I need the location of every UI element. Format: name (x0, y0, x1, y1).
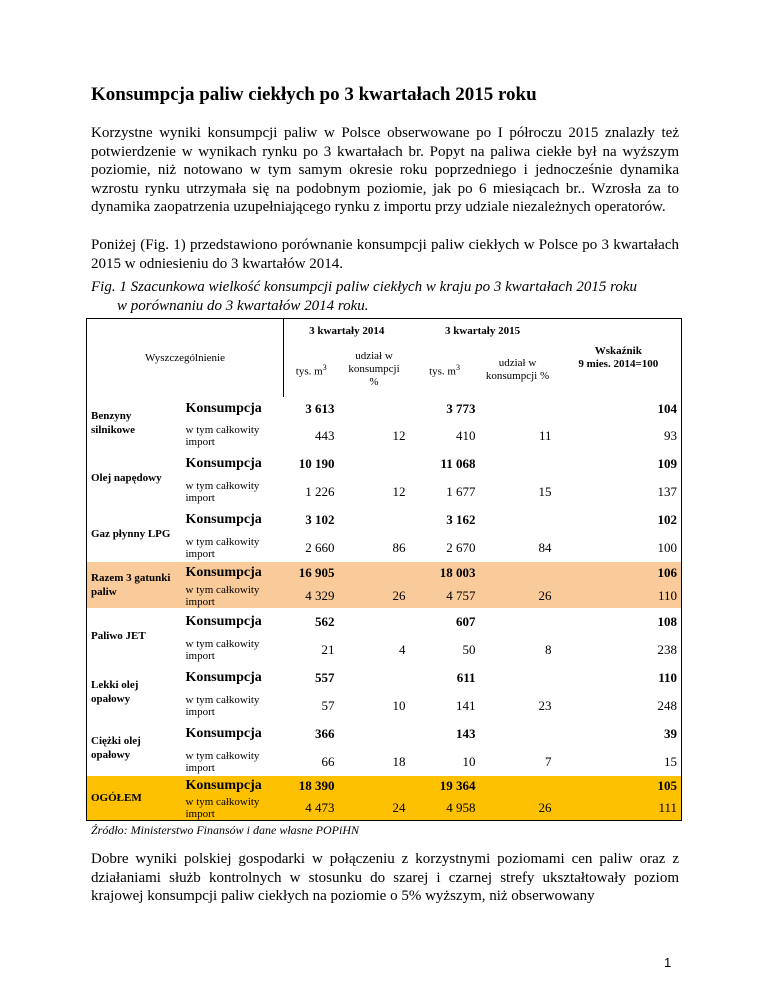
kind-import: w tym całkowity import (182, 584, 284, 608)
cell-konsumpcja-2015: 3 162 (446, 511, 476, 527)
kind-konsumpcja: Konsumpcja (185, 511, 262, 527)
kind-import: w tym całkowity import (185, 535, 260, 560)
cell-import-2015: 4 757 (410, 584, 480, 608)
cell-share-2014: 86 (392, 539, 406, 555)
cell-share-2014: 24 (339, 796, 410, 821)
cell-import-2014: 4 473 (284, 796, 339, 821)
cell-share-2015: 11 (539, 427, 552, 443)
cell-import-2014: 21 (321, 641, 335, 657)
cell-empty (480, 664, 556, 692)
cell-konsumpcja-2015: 143 (456, 725, 476, 741)
table-row (87, 720, 682, 748)
table-row (87, 506, 682, 534)
header-group-2014: 3 kwartały 2014 (309, 324, 385, 337)
product-label: OGÓŁEM (87, 776, 182, 821)
product-label: Ciężki olej opałowy (91, 734, 141, 761)
cell-import-2014: 57 (321, 697, 335, 713)
cell-share-2015: 8 (545, 641, 552, 657)
cell-import-2015: 1 677 (446, 483, 476, 499)
cell-empty (339, 397, 410, 422)
cell-konsumpcja-indicator: 39 (664, 725, 678, 741)
kind-import: w tym całkowity import (185, 693, 260, 718)
cell-import-2014: 4 329 (284, 584, 339, 608)
cell-empty (480, 608, 556, 636)
figure-caption (91, 278, 679, 315)
cell-import-2014: 443 (315, 427, 335, 443)
cell-import-indicator: 100 (657, 539, 678, 555)
kind-import: w tym całkowity import (182, 796, 284, 821)
cell-empty (480, 450, 556, 478)
cell-konsumpcja-2014: 18 390 (284, 776, 339, 796)
page-title: Konsumpcja paliw ciekłych po 3 kwartałach 2015 roku (91, 84, 537, 105)
cell-empty (339, 450, 410, 478)
cell-konsumpcja-2014: 366 (315, 725, 335, 741)
cell-import-2015: 2 670 (446, 539, 476, 555)
cell-konsumpcja-2015: 11 068 (440, 455, 476, 471)
cell-empty (480, 776, 556, 796)
cell-konsumpcja-2015: 607 (456, 613, 476, 629)
kind-import: w tym całkowity import (185, 637, 260, 662)
cell-empty (480, 720, 556, 748)
cell-konsumpcja-2015: 19 364 (410, 776, 480, 796)
cell-konsumpcja-indicator: 105 (556, 776, 682, 796)
paragraph-figure-intro: Poniżej (Fig. 1) przedstawiono porównanie konsumpcji paliw ciekłych w Polsce po 3 kwartałach 2015 w odniesieniu do 3 kwartałów 2014. (91, 237, 679, 272)
header-unit-2014: tys. $m^3$ (295, 362, 327, 378)
cell-empty (480, 506, 556, 534)
paragraph-conclusion: Dobre wyniki polskiej gospodarki w połączeniu z korzystnymi poziomami cen paliw oraz z działaniami służb kontrolnych w stosunku do szarej i czarnej strefy ukształtowały poziom krajowej konsumpcji paliw ciekłych na poziomie o 5% wyższym, niż obserwowany (91, 851, 679, 905)
kind-import: w tym całkowity import (185, 423, 260, 448)
table-row (87, 608, 682, 636)
cell-import-indicator: 137 (657, 483, 678, 499)
cell-konsumpcja-2014: 562 (315, 613, 335, 629)
cell-share-2014: 12 (392, 427, 406, 443)
cell-empty (339, 776, 410, 796)
indicator-line-2: 9 mies. 2014=100 (578, 357, 659, 370)
cell-konsumpcja-indicator: 108 (657, 613, 678, 629)
indicator-line-1: Wskaźnik (594, 344, 642, 357)
kind-konsumpcja: Konsumpcja (185, 669, 262, 685)
header-row-label: Wyszczególnienie (87, 319, 284, 397)
header-unit-2015: tys. $m^3$ (429, 362, 460, 378)
cell-empty (480, 562, 556, 584)
product-label: Gaz płynny LPG (91, 527, 171, 540)
kind-konsumpcja: Konsumpcja (182, 562, 284, 584)
cell-empty (339, 562, 410, 584)
header-share-2015: udział w konsumpcji % (485, 356, 550, 382)
kind-konsumpcja: Konsumpcja (185, 613, 262, 629)
cell-import-2015: 10 (462, 753, 476, 769)
cell-import-2014: 66 (321, 753, 335, 769)
product-label: Benzyny silnikowe (91, 410, 136, 436)
cell-import-2014: 2 660 (305, 539, 335, 555)
consumption-table (86, 318, 682, 821)
cell-konsumpcja-2014: 3 102 (305, 511, 335, 527)
cell-import-indicator: 111 (556, 796, 682, 821)
cell-empty (339, 608, 410, 636)
source-note: Źródło: Ministerstwo Finansów i dane własne POPiHN (91, 823, 360, 837)
kind-konsumpcja: Konsumpcja (185, 455, 262, 471)
cell-import-2015: 410 (456, 427, 476, 443)
page-number: 1 (664, 955, 672, 970)
cell-konsumpcja-indicator: 102 (657, 511, 678, 527)
product-label: Lekki olej opałowy (91, 678, 139, 705)
cell-konsumpcja-2015: 3 773 (446, 401, 476, 416)
cell-share-2014: 12 (392, 483, 406, 499)
cell-konsumpcja-2014: 3 613 (305, 401, 335, 416)
cell-import-indicator: 248 (657, 697, 678, 713)
table-row (87, 562, 682, 584)
cell-share-2015: 7 (545, 753, 552, 769)
header-share-2014: udział w konsumpcji % (348, 350, 400, 388)
cell-konsumpcja-indicator: 106 (556, 562, 682, 584)
cell-share-2014: 18 (392, 753, 406, 769)
cell-empty (339, 720, 410, 748)
cell-konsumpcja-2015: 18 003 (410, 562, 480, 584)
cell-import-2014: 1 226 (305, 483, 335, 499)
cell-empty (339, 664, 410, 692)
kind-import: w tym całkowity import (185, 479, 260, 504)
table-row (87, 450, 682, 478)
table-row (87, 397, 682, 422)
cell-empty (480, 397, 556, 422)
cell-konsumpcja-2014: 10 190 (298, 455, 335, 471)
product-label: Olej napędowy (91, 471, 162, 484)
table-row (87, 664, 682, 692)
cell-konsumpcja-indicator: 110 (658, 669, 678, 685)
cell-share-2015: 23 (538, 697, 552, 713)
cell-import-indicator: 93 (664, 427, 678, 443)
kind-konsumpcja: Konsumpcja (185, 401, 262, 416)
cell-import-2015: 4 958 (410, 796, 480, 821)
cell-share-2014: 4 (399, 641, 406, 657)
cell-share-2014: 26 (339, 584, 410, 608)
caption-line-2: w porównaniu do 3 kwartałów 2014 roku. (117, 297, 369, 314)
cell-share-2015: 26 (480, 584, 556, 608)
cell-import-indicator: 110 (556, 584, 682, 608)
kind-konsumpcja: Konsumpcja (182, 776, 284, 796)
cell-konsumpcja-2015: 611 (456, 669, 476, 685)
cell-import-2015: 50 (462, 641, 476, 657)
cell-konsumpcja-2014: 557 (315, 669, 335, 685)
kind-import: w tym całkowity import (185, 749, 260, 774)
cell-konsumpcja-indicator: 104 (657, 401, 678, 416)
product-label: Razem 3 gatunki paliw (87, 562, 182, 608)
kind-konsumpcja: Konsumpcja (185, 725, 262, 741)
cell-import-indicator: 238 (657, 641, 678, 657)
header-indicator (556, 319, 682, 397)
cell-konsumpcja-2014: 16 905 (284, 562, 339, 584)
cell-share-2015: 15 (538, 483, 552, 499)
cell-import-indicator: 15 (664, 753, 678, 769)
paragraph-intro: Korzystne wyniki konsumpcji paliw w Polsce obserwowane po I półroczu 2015 znalazły też potwierdzenie w wynikach rynku po 3 kwartałach br. Popyt na paliwa ciekłe był na wyższym poziomie, niż notowano w tym samym okresie roku poprzedniego i jednocześnie dynamika wzrostu rynku utrzymała się na podobnym poziomie, jak po 6 miesiącach br.. Wzrosła za to dynamika zaopatrzenia uzupełniającego rynku z importu przy udziale niezależnych operatorów. (91, 125, 679, 216)
table-row (87, 776, 682, 796)
header-group-2015: 3 kwartały 2015 (444, 324, 521, 337)
product-label: Paliwo JET (91, 629, 146, 642)
cell-share-2015: 26 (480, 796, 556, 821)
cell-share-2015: 84 (538, 539, 552, 555)
cell-share-2014: 10 (392, 697, 406, 713)
cell-empty (339, 506, 410, 534)
cell-import-2015: 141 (456, 697, 476, 713)
cell-konsumpcja-indicator: 109 (657, 455, 678, 471)
caption-line-1: Fig. 1 Szacunkowa wielkość konsumpcji paliw ciekłych w kraju po 3 kwartałach 2015 roku (91, 279, 638, 295)
